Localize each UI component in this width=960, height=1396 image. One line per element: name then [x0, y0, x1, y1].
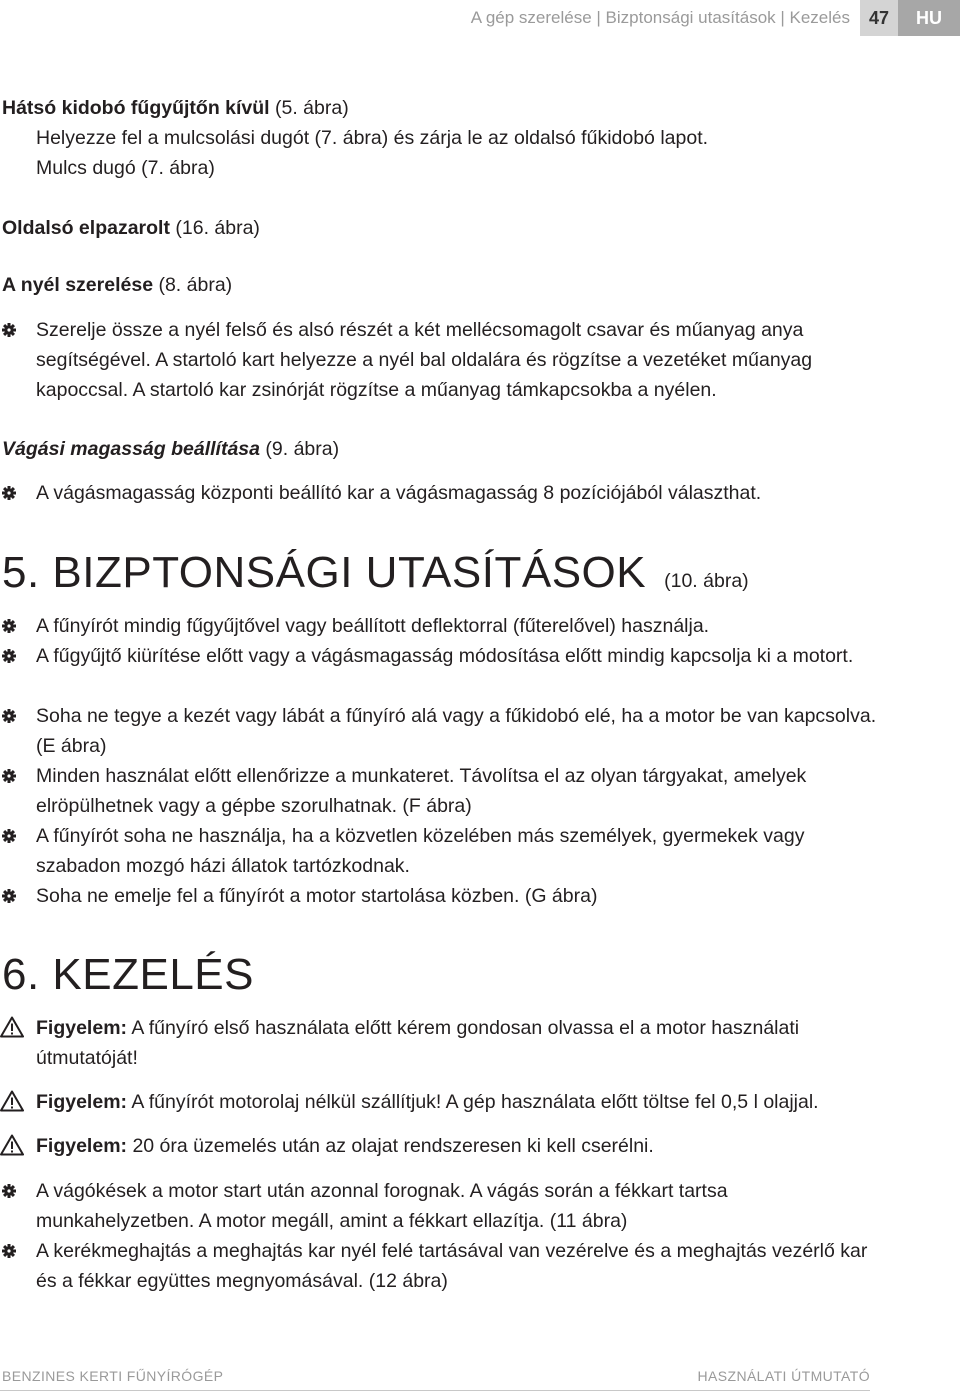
warning-label: Figyelem:: [36, 1135, 128, 1157]
page-header: [0, 0, 960, 38]
oldalso-ref: (16. ábra): [169, 217, 260, 239]
oldalso-heading-text: Oldalsó elpazarolt: [2, 217, 170, 239]
section-5-ref: (10. ábra): [664, 570, 749, 592]
safety-bullet-text: A fűnyírót mindig fűgyűjtővel vagy beállított deflektorral (fűterelővel) használja.: [36, 615, 710, 637]
hatso-line-1: Helyezze fel a mulcsolási dugót (7. ábra) és zárja le az oldalsó fűkidobó lapot.: [36, 127, 709, 149]
gear-bullet-icon: [2, 1184, 16, 1198]
warning-item: [36, 1013, 890, 1073]
gear-bullet-icon: [2, 649, 16, 663]
warning-triangle-icon: [0, 1016, 24, 1038]
vagasi-ref: (9. ábra): [259, 438, 340, 460]
list-item: [36, 701, 890, 761]
language-badge: HU: [898, 0, 960, 36]
list-item: [36, 1236, 890, 1296]
list-item: [36, 315, 890, 405]
gear-bullet-icon: [2, 486, 16, 500]
safety-bullet-text: A fűgyűjtő kiürítése előtt vagy a vágásmagasság módosítása előtt mindig kapcsolja ki a motort.: [36, 645, 854, 667]
hatso-line-2: Mulcs dugó (7. ábra): [36, 157, 215, 179]
warning-label: Figyelem:: [36, 1017, 128, 1039]
gear-bullet-icon: [2, 323, 16, 337]
nyel-bullet-text: Szerelje össze a nyél felső és alsó részét a két mellécsomagolt csavar és műanyag anya segítségével. A startoló kart helyezze a nyél bal oldalára és rögzítse a vezetéket műanyag kapoccsal. A startoló kar zsinórját rögzítse a műanyag támkapcsokba a nyélen.: [36, 319, 813, 401]
warning-text: A fűnyíró első használata előtt kérem gondosan olvassa el a motor használati útmutatóját!: [36, 1017, 800, 1069]
warning-triangle-icon: [0, 1090, 24, 1112]
vagasi-heading-text: Vágási magasság beállítása: [2, 438, 260, 460]
operation-bullet-text: A vágókések a motor start után azonnal forognak. A vágás során a fékkart tartsa munkahelyzetben. A motor megáll, amint a fékkart ellazítja. (11 ábra): [36, 1180, 728, 1232]
list-item: [36, 821, 890, 881]
safety-bullet-text: Soha ne emelje fel a fűnyírót a motor startolása közben. (G ábra): [36, 885, 598, 907]
page-number: 47: [860, 0, 898, 36]
nyel-heading-text: A nyél szerelése: [2, 274, 154, 296]
list-item: [36, 641, 890, 671]
nyel-heading: [2, 270, 950, 300]
section-5-title-text: 5. BIZPTONSÁGI UTASÍTÁSOK: [2, 548, 647, 597]
warning-text: 20 óra üzemelés után az olajat rendszeresen ki kell cserélni.: [127, 1135, 654, 1157]
header-section-title: A gép szerelése | Bizptonsági utasítások | Kezelés: [470, 8, 850, 27]
section-5-title: [2, 548, 749, 606]
nyel-ref: (8. ábra): [153, 274, 233, 296]
gear-bullet-icon: [2, 1244, 16, 1258]
hatso-heading: [2, 93, 950, 123]
warning-item: [36, 1131, 890, 1161]
warning-label: Figyelem:: [36, 1091, 128, 1113]
gear-bullet-icon: [2, 709, 16, 723]
list-item: [36, 611, 890, 641]
list-item: [36, 761, 890, 821]
warning-item: [36, 1087, 890, 1117]
operation-bullet-text: A kerékmeghajtás a meghajtás kar nyél felé tartásával van vezérelve és a meghajtás vezérlő kar és a fékkar együttes megnyomásával. (12 ábra): [36, 1240, 868, 1292]
list-item: [36, 1176, 890, 1236]
warning-text: A fűnyírót motorolaj nélkül szállítjuk! A gép használata előtt töltse fel 0,5 l olajjal.: [127, 1091, 819, 1113]
gear-bullet-icon: [2, 769, 16, 783]
list-item: [36, 478, 890, 508]
oldalso-heading: [2, 213, 950, 243]
footer-product-name: BENZINES KERTI FŰNYÍRÓGÉP: [2, 1368, 224, 1384]
safety-bullet-text: A fűnyírót soha ne használja, ha a közvetlen közelében más személyek, gyermekek vagy szabadon mozgó házi állatok tartózkodnak.: [36, 825, 805, 877]
hatso-heading-text: Hátsó kidobó fűgyűjtőn kívül: [2, 97, 270, 119]
footer-divider: [0, 1390, 870, 1391]
gear-bullet-icon: [2, 619, 16, 633]
safety-bullet-text: Soha ne tegye a kezét vagy lábát a fűnyíró alá vagy a fűkidobó elé, ha a motor be van kapcsolva. (E ábra): [36, 705, 877, 757]
gear-bullet-icon: [2, 889, 16, 903]
gear-bullet-icon: [2, 829, 16, 843]
list-item: [36, 881, 890, 911]
warning-triangle-icon: [0, 1134, 24, 1156]
footer-manual-title: HASZNÁLATI ÚTMUTATÓ: [697, 1368, 870, 1384]
safety-bullet-text: Minden használat előtt ellenőrizze a munkateret. Távolítsa el az olyan tárgyakat, amelyek elröpülhetnek vagy a gépbe szorulhatnak. (F ábra): [36, 765, 807, 817]
hatso-ref: (5. ábra): [269, 97, 349, 119]
vagasi-bullet-text: A vágásmagasság központi beállító kar a vágásmagasság 8 pozíciójából választhat.: [36, 482, 762, 504]
section-6-title: 6. KEZELÉS: [2, 950, 255, 999]
vagasi-heading: [2, 434, 950, 464]
